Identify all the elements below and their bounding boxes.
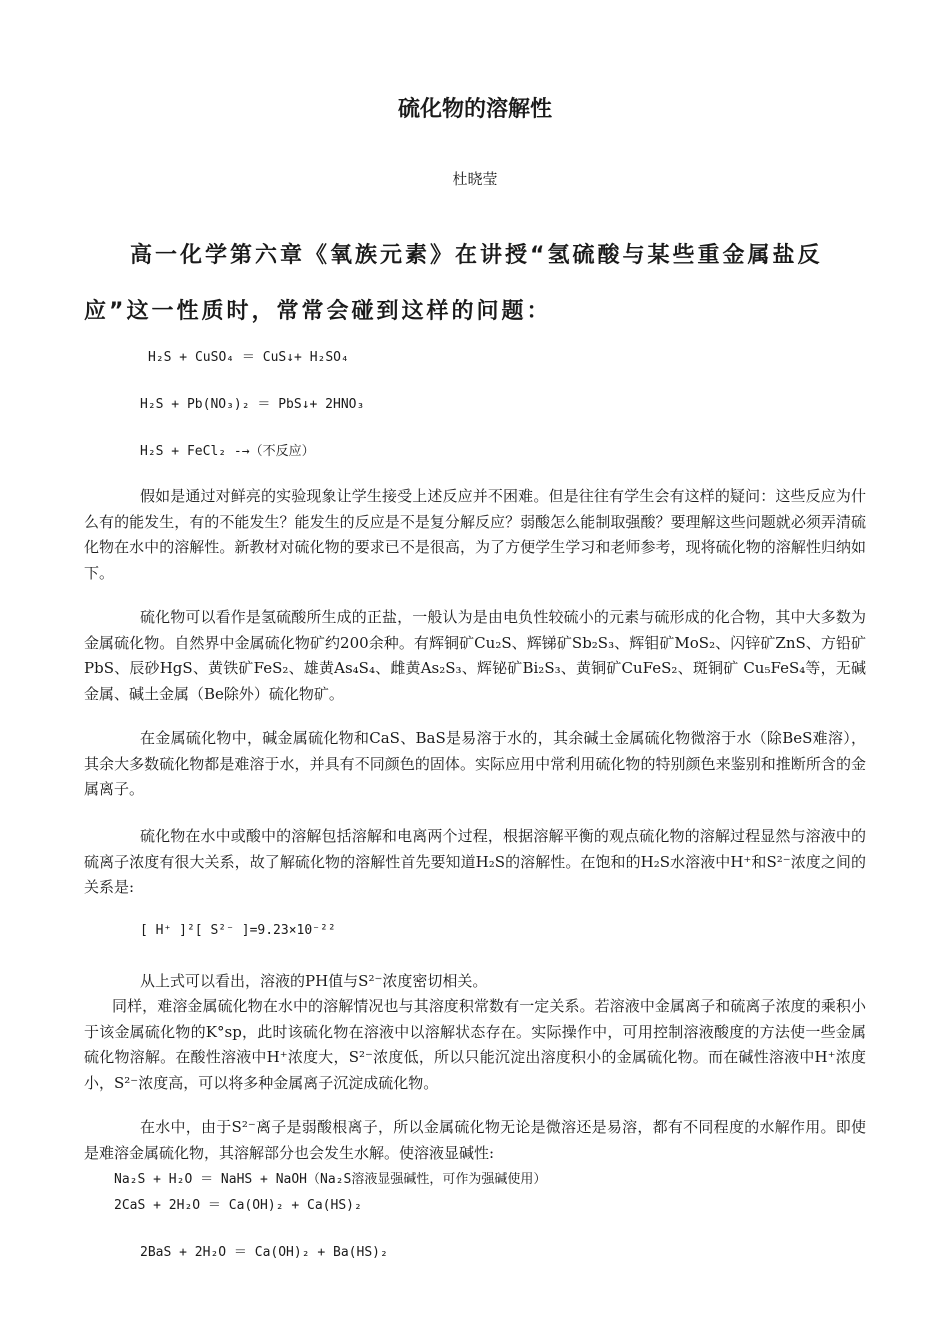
ksp-paragraph: 同样，难溶金属硫化物在水中的溶解情况也与其溶度积常数有一定关系。若溶液中金属离子和硫离子浓度的乘积小于该金属硫化物的K°sp，此时该硫化物在溶液中以溶解状态存在。实际操作中，可用控制溶液酸度的方法使一些金属硫化物溶解。在酸性溶液中H⁺浓度大，S²⁻浓度低，所以只能沉淀出溶度积小的金属硫化物。而在碱性溶液中H⁺浓度小，S²⁻浓度高，可以将多种金属离子沉淀成硫化物。 bbox=[84, 997, 866, 1092]
document-title: 硫化物的溶解性 bbox=[397, 97, 552, 122]
hydrolysis-eq-na2s: Na₂S + H₂O ＝ NaHS + NaOH（Na₂S溶液显强碱性，可作为强碱使用） bbox=[114, 1172, 547, 1187]
paragraph-3: 在金属硫化物中，碱金属硫化物和CaS、BaS是易溶于水的，其余碱土金属硫化物微溶于水（除BeS难溶），其余大多数硫化物都是难溶于水，并具有不同颜色的固体。实际应用中常利用硫化物的特别颜色来鉴别和推断所含的金属离子。 bbox=[84, 729, 866, 798]
intro-paragraph: 高一化学第六章《氧族元素》在讲授“氢硫酸与某些重金属盐反应”这一性质时，常常会碰到这样的问题： bbox=[84, 243, 823, 324]
equation-fecl2: H₂S + FeCl₂ -→（不反应） bbox=[140, 444, 315, 459]
paragraph-4: 硫化物在水中或酸中的溶解包括溶解和电离两个过程，根据溶解平衡的观点硫化物的溶解过程显然与溶液中的硫离子浓度有很大关系，故了解硫化物的溶解性首先要知道H₂S的溶解性。在饱和的H₂S水溶液中H⁺和S²⁻浓度之间的关系是: bbox=[84, 827, 866, 896]
equation-cuso4: H₂S + CuSO₄ ＝ CuS↓+ H₂SO₄ bbox=[148, 350, 349, 365]
author-name: 杜晓莹 bbox=[452, 170, 498, 188]
hydrolysis-paragraph: 在水中，由于S²⁻离子是弱酸根离子，所以金属硫化物无论是微溶还是易溶，都有不同程度的水解作用。即使是难溶金属硫化物，其溶解部分也会发生水解。使溶液显碱性: bbox=[84, 1118, 866, 1162]
paragraph-2: 硫化物可以看作是氢硫酸所生成的正盐，一般认为是由电负性较硫小的元素与硫形成的化合物，其中大多数为金属硫化物。自然界中金属硫化物矿约200余种。有辉铜矿Cu₂S、辉锑矿Sb₂S₃、辉钼矿MoS₂、闪锌矿ZnS、方铅矿PbS、辰砂HgS、黄铁矿FeS₂、雄黄As₄S₄、雌黄As₂S₃、辉铋矿Bi₂S₃、黄铜矿CuFeS₂、斑铜矿 Cu₅FeS₄等，无碱金属、碱土金属（Be除外）硫化物矿。 bbox=[84, 608, 866, 703]
paragraph-1: 假如是通过对鲜亮的实验现象让学生接受上述反应并不困难。但是往往有学生会有这样的疑问：这些反应为什么有的能发生，有的不能发生？能发生的反应是不是复分解反应？弱酸怎么能制取强酸？要理解这些问题就必须弄清硫化物在水中的溶解性。新教材对硫化物的要求已不是很高，为了方便学生学习和老师参考，现将硫化物的溶解性归纳如下。 bbox=[84, 487, 866, 582]
formula-comment: 从上式可以看出，溶液的PH值与S²⁻浓度密切相关。 bbox=[140, 972, 488, 990]
equation-pbno3: H₂S + Pb(NO₃)₂ ＝ PbS↓+ 2HNO₃ bbox=[140, 397, 365, 412]
hydrolysis-eq-bas: 2BaS + 2H₂O ＝ Ca(OH)₂ + Ba(HS)₂ bbox=[140, 1245, 388, 1260]
hydrolysis-eq-cas: 2CaS + 2H₂O ＝ Ca(OH)₂ + Ca(HS)₂ bbox=[114, 1198, 362, 1213]
ion-product-formula: [ H⁺ ]²[ S²⁻ ]=9.23×10⁻²² bbox=[140, 923, 336, 938]
